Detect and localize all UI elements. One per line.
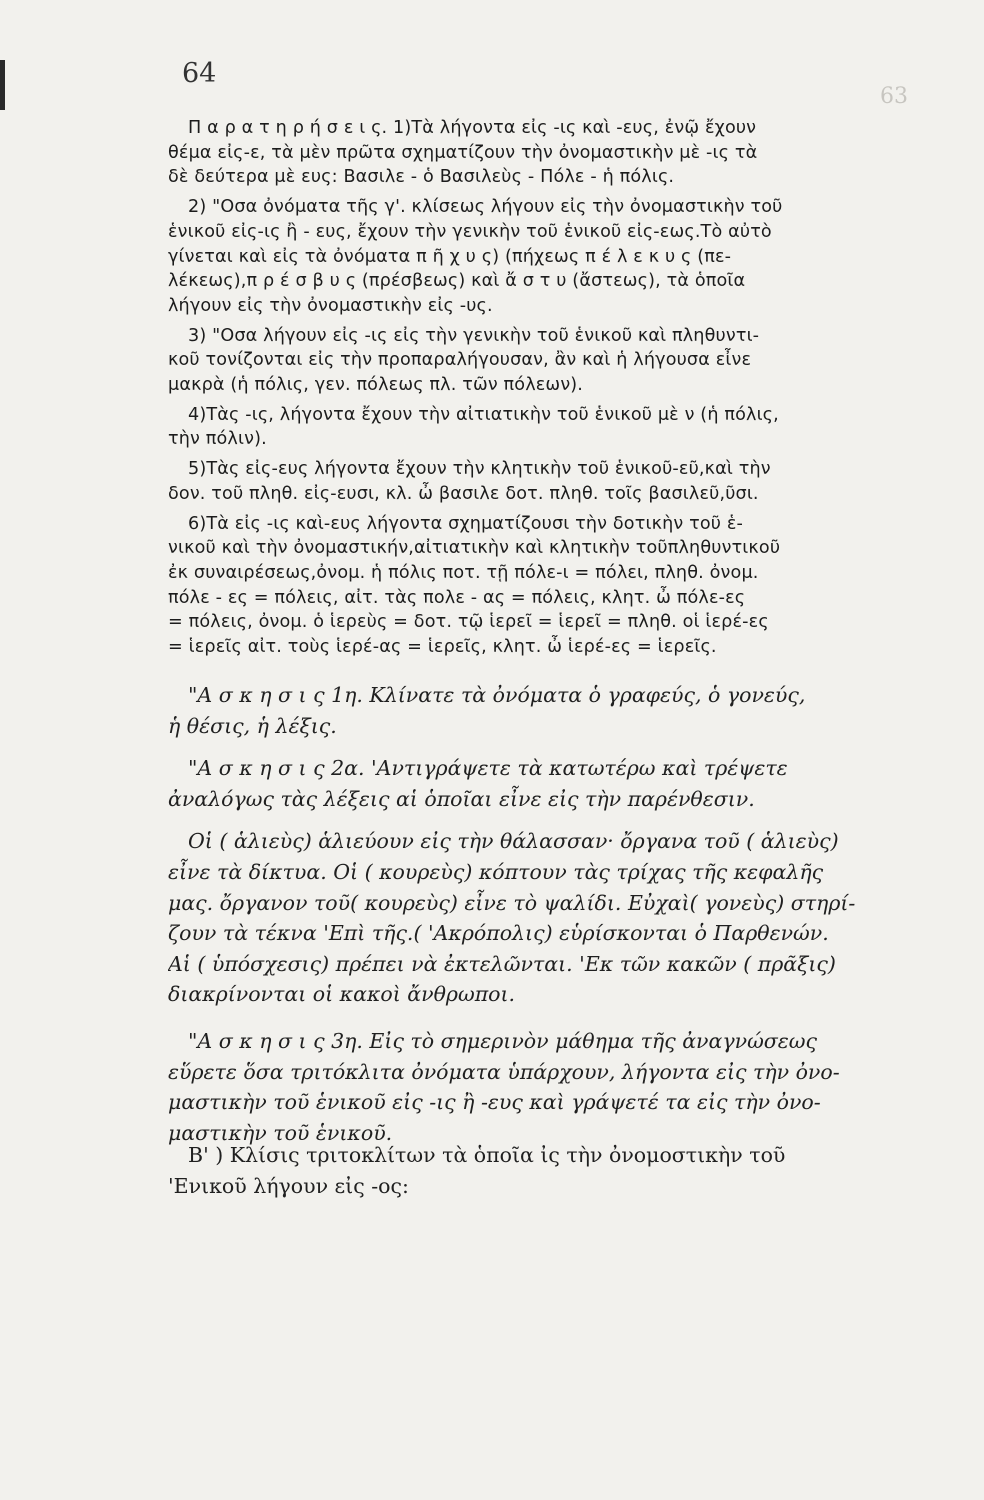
- section-heading-line: Β' ) Κλίσις τριτοκλίτων τὰ ὁποῖα ἰς τὴν ὀνομοστικὴν τοῦ: [188, 1143, 786, 1167]
- exercise-line: μαστικὴν τοῦ ἑνικοῦ.: [168, 1120, 393, 1145]
- exercise-line: Αἱ ( ὑπόσχεσις) πρέπει νὰ ἐκτελῶνται. 'Εκ τῶν κακῶν ( πρᾶξις): [168, 951, 836, 976]
- exercise-line: μαστικὴν τοῦ ἑνικοῦ εἰς -ις ἢ -ευς καὶ γράψετέ τα εἰς τὴν ὀνο-: [168, 1090, 821, 1115]
- notes-line: ἑνικοῦ εἰς-ις ἢ - ευς, ἔχουν τὴν γενικὴν τοῦ ἑνικοῦ εἰς-εως.Τὸ αὐτὸ: [168, 221, 772, 242]
- bleed-through-page-number: 63: [880, 84, 908, 109]
- exercises-block: [168, 680, 976, 1148]
- page-number: 64: [182, 58, 217, 89]
- notes-line: 4)Τὰς -ις, λήγοντα ἔχουν τὴν αἰτιατικὴν τοῦ ἑνικοῦ μὲ ν (ἡ πόλις,: [188, 404, 779, 425]
- notes-block: [168, 116, 976, 660]
- notes-line: κοῦ τονίζονται εἰς τὴν προπαραλήγουσαν, ἂν καὶ ἡ λήγουσα εἶνε: [168, 350, 752, 371]
- notes-line: μακρὰ (ἡ πόλις, γεν. πόλεως πλ. τῶν πόλεων).: [168, 375, 584, 396]
- section-heading-block: [168, 1140, 976, 1202]
- exercise-line: διακρίνονται οἱ κακοὶ ἄνθρωποι.: [168, 982, 516, 1007]
- exercise-line: μας. ὄργανον τοῦ( κουρεὺς) εἶνε τὸ ψαλίδι. Εὐχαὶ( γονεὺς) στηρί-: [168, 890, 856, 915]
- notes-line: πόλε - ες = πόλεις, αἰτ. τὰς πολε - ας = πόλεις, κλητ. ὦ πόλε-ες: [168, 587, 746, 608]
- notes-line: δον. τοῦ πληθ. εἰς-ευσι, κλ. ὦ βασιλε δοτ. πληθ. τοῖς βασιλεῦ,ῦσι.: [168, 483, 759, 504]
- notes-line: 2) "Οσα ὀνόματα τῆς γ'. κλίσεως λήγουν εἰς τὴν ὀνομαστικὴν τοῦ: [188, 197, 783, 218]
- binding-edge-mark: [0, 60, 5, 110]
- exercise-line: "Α σ κ η σ ι ς 1η. Κλίνατε τὰ ὀνόματα ὁ γραφεύς, ὁ γονεύς,: [188, 683, 806, 707]
- exercise-line: ἡ θέσις, ἡ λέξις.: [168, 713, 337, 738]
- notes-line: θέμα εἰς-ε, τὰ μὲν πρῶτα σχηματίζουν τὴν ὀνομαστικὴν μὲ -ις τὰ: [168, 142, 758, 163]
- exercise-line: ἀναλόγως τὰς λέξεις αἱ ὁποῖαι εἶνε εἰς τὴν παρένθεσιν.: [168, 786, 755, 811]
- notes-line: 5)Τὰς εἰς-ευς λήγοντα ἔχουν τὴν κλητικὴν τοῦ ἑνικοῦ-εῦ,καὶ τὴν: [188, 459, 771, 480]
- notes-line: τὴν πόλιν).: [168, 429, 267, 450]
- notes-line: Π α ρ α τ η ρ ή σ ε ι ς. 1)Τὰ λήγοντα εἰς -ις καὶ -ευς, ἐνῷ ἔχουν: [188, 118, 757, 138]
- section-heading-line: 'Ενικοῦ λήγουν εἰς -ος:: [168, 1174, 409, 1198]
- exercise-line: εὕρετε ὅσα τριτόκλιτα ὀνόματα ὑπάρχουν, λήγοντα εἰς τὴν ὀνο-: [168, 1059, 840, 1084]
- notes-line: νικοῦ καὶ τὴν ὀνομαστικήν,αἰτιατικὴν καὶ κλητικὴν τοῦπληθυντικοῦ: [168, 538, 781, 559]
- notes-line: = ἱερεῖς αἰτ. τοὺς ἱερέ-ας = ἱερεῖς, κλητ. ὦ ἱερέ-ες = ἱερεῖς.: [168, 637, 717, 658]
- exercise-line: εἶνε τὰ δίκτυα. Οἱ ( κουρεὺς) κόπτουν τὰς τρίχας τῆς κεφαλῆς: [168, 859, 824, 884]
- notes-line: ἐκ συναιρέσεως,ὀνομ. ἡ πόλις ποτ. τῇ πόλε-ι = πόλει, πληθ. ὀνομ.: [168, 562, 759, 583]
- exercise-line: ζουν τὰ τέκνα 'Επὶ τῆς.( 'Ακρόπολις) εὑρίσκονται ὁ Παρθενών.: [168, 921, 829, 946]
- notes-line: δὲ δεύτερα μὲ ευς: Βασιλε - ὁ Βασιλεὺς - Πόλε - ἡ πόλις.: [168, 167, 675, 188]
- notes-line: λήγουν εἰς τὴν ὀνομαστικὴν εἰς -υς.: [168, 295, 493, 316]
- notes-line: = πόλεις, ὀνομ. ὁ ἱερεὺς = δοτ. τῷ ἱερεῖ = ἱερεῖ = πληθ. οἱ ἱερέ-ες: [168, 612, 769, 633]
- notes-line: 3) "Οσα λήγουν εἰς -ις εἰς τὴν γενικὴν τοῦ ἑνικοῦ καὶ πληθυντι-: [188, 325, 760, 346]
- exercise-line: "Α σ κ η σ ι ς 3η. Εἰς τὸ σημερινὸν μάθημα τῆς ἀναγνώσεως: [188, 1028, 817, 1053]
- notes-line: λέκεως),π ρ έ σ β υ ς (πρέσβεως) καὶ ἄ σ τ υ (ἄστεως), τὰ ὁποῖα: [168, 271, 746, 292]
- notes-line: γίνεται καὶ εἰς τὰ ὀνόματα π ῆ χ υ ς) (πήχεως π έ λ ε κ υ ς (πε-: [168, 246, 732, 267]
- exercise-line: Οἱ ( ἁλιεὺς) ἁλιεύουν εἰς τὴν θάλασσαν· ὄργανα τοῦ ( ἁλιεὺς): [188, 829, 839, 854]
- notes-line: 6)Τὰ εἰς -ις καὶ-ευς λήγοντα σχηματίζουσι τὴν δοτικὴν τοῦ ἑ-: [188, 513, 743, 534]
- exercise-line: "Α σ κ η σ ι ς 2α. 'Αντιγράψετε τὰ κατωτέρω καὶ τρέψετε: [188, 756, 788, 781]
